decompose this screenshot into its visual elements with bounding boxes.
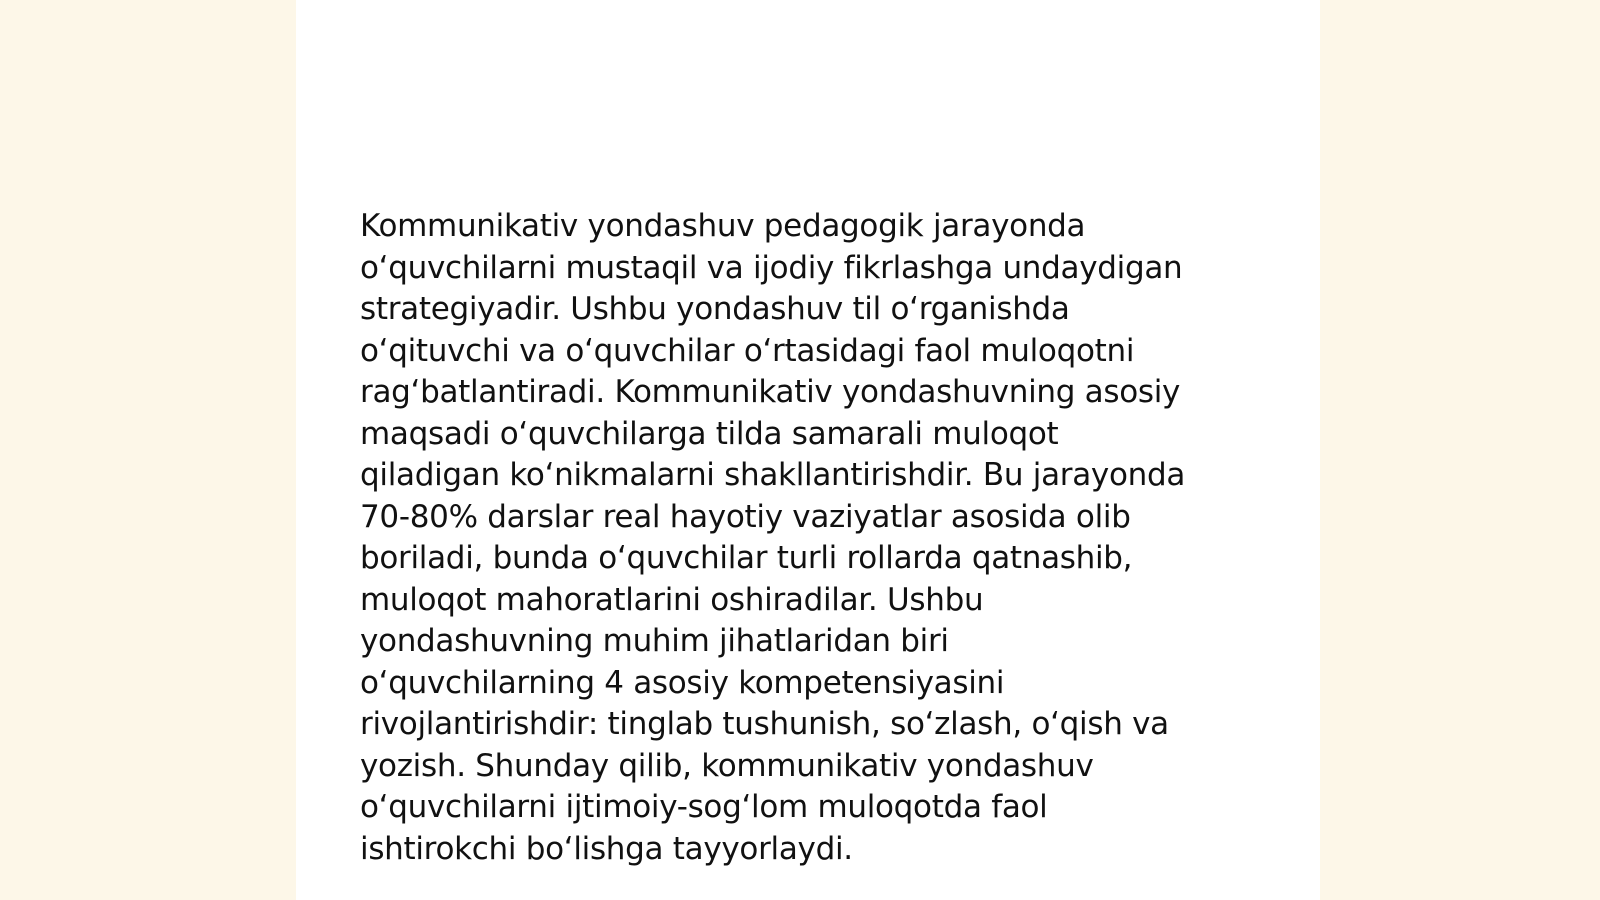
paragraph-line: muloqot mahoratlarini oshiradilar. Ushbu: [360, 581, 984, 618]
paragraph-line: ishtirokchi bo‘lishga tayyorlaydi.: [360, 830, 853, 867]
paragraph-line: boriladi, bunda o‘quvchilar turli rollarda qatnashib,: [360, 540, 1133, 576]
paragraph-line: yondashuvning muhim jihatlaridan biri: [360, 623, 949, 659]
paragraph-line: rivojlantirishdir: tinglab tushunish, so‘zlash, o‘qish va: [360, 706, 1169, 742]
paragraph-line: Kommunikativ yondashuv pedagogik jarayonda: [360, 208, 1086, 244]
document-page: [296, 0, 1320, 900]
paragraph-line: o‘quvchilarning 4 asosiy kompetensiyasini: [360, 664, 1005, 701]
paragraph-line: qiladigan ko‘nikmalarni shakllantirishdir. Bu jarayonda: [360, 457, 1186, 493]
paragraph-line: yozish. Shunday qilib, kommunikativ yondashuv: [360, 747, 1094, 784]
paragraph-line: maqsadi o‘quvchilarga tilda samarali muloqot: [360, 415, 1059, 452]
paragraph-line: o‘quvchilarni ijtimoiy-sog‘lom muloqotda faol: [360, 789, 1048, 825]
paragraph-line: o‘quvchilarni mustaqil va ijodiy fikrlashga undaydigan: [360, 249, 1183, 286]
paragraph-line: strategiyadir. Ushbu yondashuv til o‘rganishda: [360, 291, 1070, 327]
paragraph-line: o‘qituvchi va o‘quvchilar o‘rtasidagi faol muloqotni: [360, 332, 1135, 369]
paragraph-line: 70-80% darslar real hayotiy vaziyatlar asosida olib: [360, 498, 1131, 535]
body-paragraph: [360, 206, 1250, 870]
paragraph-line: rag‘batlantiradi. Kommunikativ yondashuvning asosiy: [360, 374, 1181, 410]
